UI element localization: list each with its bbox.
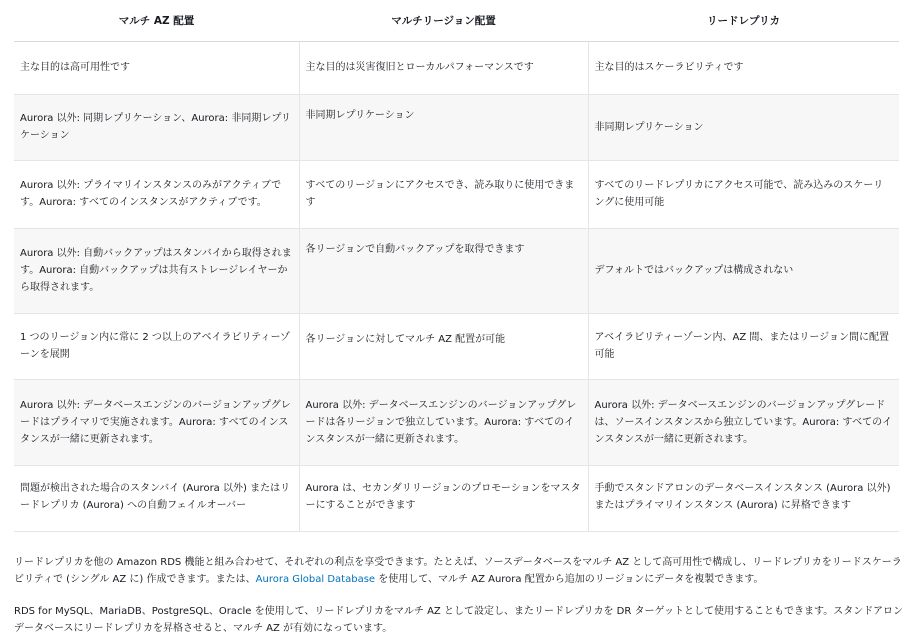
table-row [14, 94, 899, 160]
aurora-global-database-link[interactable]: Aurora Global Database [255, 574, 376, 585]
header-multi-az: マルチ AZ 配置 [14, 0, 299, 41]
header-read-replica: リードレプリカ [588, 0, 899, 41]
table-cell: 手動でスタンドアロンのデータベースインスタンス (Aurora 以外) またはプライマリインスタンス (Aurora) に昇格できます [588, 465, 899, 531]
paragraph-text: を使用して、マルチ AZ Aurora 配置から追加のリージョンにデータを複製できます。 [375, 574, 764, 585]
table-row [14, 313, 899, 379]
table-cell: Aurora 以外: データベースエンジンのバージョンアップグレードはプライマリで実施されます。Aurora: すべてのインスタンスが一緒に更新されます。 [14, 379, 299, 465]
table-row [14, 160, 899, 228]
table-cell: Aurora は、セカンダリリージョンのプロモーションをマスターにすることができます [299, 465, 588, 531]
table-cell: 非同期レプリケーション [299, 94, 588, 160]
header-multi-region: マルチリージョン配置 [299, 0, 588, 41]
table-cell: Aurora 以外: データベースエンジンのバージョンアップグレードは各リージョンで独立しています。Aurora: すべてのインスタンスが一緒に更新されます。 [299, 379, 588, 465]
table-header-row [14, 0, 899, 41]
table-cell: アベイラビリティーゾーン内、AZ 間、またはリージョン間に配置可能 [588, 313, 899, 379]
table-cell: 非同期レプリケーション [588, 94, 899, 160]
table-row [14, 379, 899, 465]
table-cell: 主な目的はスケーラビリティです [588, 41, 899, 94]
table-cell: すべてのリージョンにアクセスでき、読み取りに使用できます [299, 160, 588, 228]
table-cell: 各リージョンに対してマルチ AZ 配置が可能 [299, 313, 588, 379]
comparison-table [14, 0, 899, 532]
table-row [14, 228, 899, 313]
paragraph-read-replica-combination [14, 554, 904, 588]
table-cell: 主な目的は災害復旧とローカルパフォーマンスです [299, 41, 588, 94]
paragraph-multi-az-read-replica: RDS for MySQL、MariaDB、PostgreSQL、Oracle を使用して、リードレプリカをマルチ AZ として設定し、またリードレプリカを DR ターゲットとして使用することもできます。スタンドアロンデータベースにリードレプリカを昇格させると、マルチ AZ が有効になっています。 [14, 606, 903, 634]
table-row [14, 41, 899, 94]
table-cell: Aurora 以外: 同期レプリケーション、Aurora: 非同期レプリケーション [14, 94, 299, 160]
table-cell: 各リージョンで自動バックアップを取得できます [299, 228, 588, 313]
table-cell: 1 つのリージョン内に常に 2 つ以上のアベイラビリティーゾーンを展開 [14, 313, 299, 379]
table-row [14, 465, 899, 531]
table-cell: 主な目的は高可用性です [14, 41, 299, 94]
table-cell: 問題が検出された場合のスタンバイ (Aurora 以外) またはリードレプリカ (Aurora) への自動フェイルオーバー [14, 465, 299, 531]
table-cell: Aurora 以外: プライマリインスタンスのみがアクティブです。Aurora: すべてのインスタンスがアクティブです。 [14, 160, 299, 228]
table-cell: デフォルトではバックアップは構成されない [588, 228, 899, 313]
paragraph-text: リードレプリカを他の Amazon RDS 機能と組み合わせて、それぞれの利点を享受できます。たとえば、ソースデータベースをマルチ AZ として高可用性で構成し、リードレプリカをリードスケーラビリティで (シングル AZ に) 作成できます。または、 [14, 557, 902, 585]
table-cell: すべてのリードレプリカにアクセス可能で、読み込みのスケーリングに使用可能 [588, 160, 899, 228]
table-cell: Aurora 以外: 自動バックアップはスタンバイから取得されます。Aurora: 自動バックアップは共有ストレージレイヤーから取得されます。 [14, 228, 299, 313]
table-cell: Aurora 以外: データベースエンジンのバージョンアップグレードは、ソースインスタンスから独立しています。Aurora: すべてのインスタンスが一緒に更新されます。 [588, 379, 899, 465]
